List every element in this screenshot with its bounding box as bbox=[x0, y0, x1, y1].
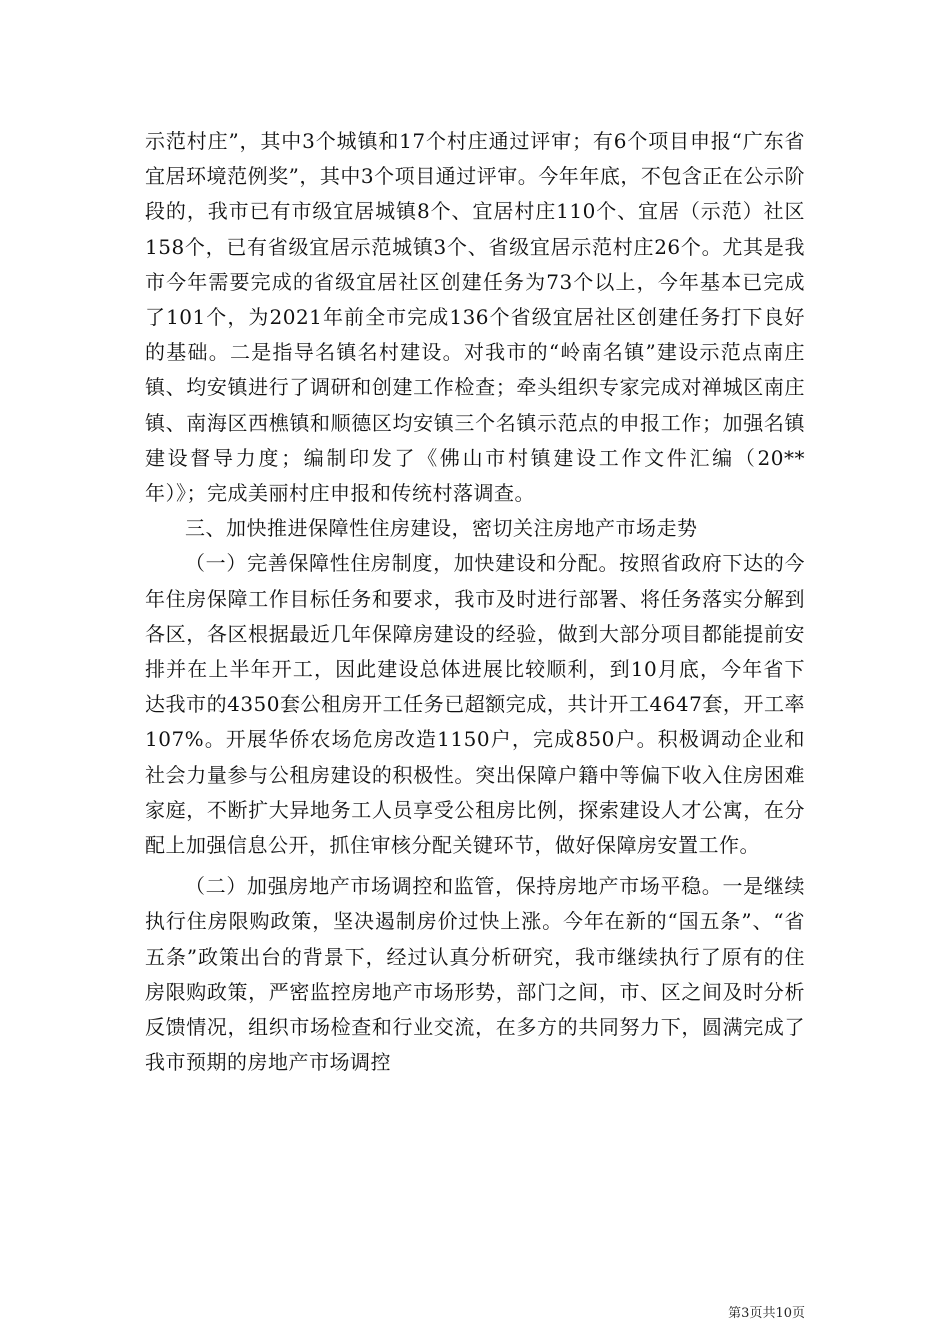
paragraph-market-regulation: （二）加强房地产市场调控和监管，保持房地产市场平稳。一是继续执行住房限购政策，坚决遏制房价过快上涨。今年在新的“国五条”、“省五条”政策出台的背景下，经过认真分析研究，我市继续执行了原有的住房限购政策，严密监控房地产市场形势，部门之间，市、区之间及时分析反馈情况，组织市场检查和行业交流，在多方的共同努力下，圆满完成了我市预期的房地产市场调控 bbox=[145, 874, 805, 1075]
page-number: 第3页共10页 bbox=[728, 1306, 805, 1321]
paragraph-housing-system: （一）完善保障性住房制度，加快建设和分配。按照省政府下达的今年住房保障工作目标任务和要求，我市及时进行部署、将任务落实分解到各区，各区根据最近几年保障房建设的经验，做到大部分项目都能提前安排并在上半年开工，因此建设总体进展比较顺利，到10月底，今年省下达我市的4350套公租房开工任务已超额完成，共计开工4647套，开工率107%。开展华侨农场危房改造1150户，完成850户。积极调动企业和社会力量参与公租房建设的积极性。突出保障户籍中等偏下收入住房困难家庭，不断扩大异地务工人员享受公租房比例，探索建设人才公寓，在分配上加强信息公开，抓住审核分配关键环节，做好保障房安置工作。 bbox=[145, 551, 805, 858]
section-heading: 三、加快推进保障性住房建设，密切关注房地产市场走势 bbox=[185, 516, 698, 541]
paragraph-continuation: 示范村庄”，其中3个城镇和17个村庄通过评审；有6个项目申报“广东省宜居环境范例奖”，其中3个项目通过评审。今年年底，不包含正在公示阶段的，我市已有市级宜居城镇8个、宜居村庄110个、宜居（示范）社区158个，已有省级宜居示范城镇3个、省级宜居示范村庄26个。尤其是我市今年需要完成的省级宜居社区创建任务为73个以上，今年基本已完成了101个，为2021年前全市完成136个省级宜居社区创建任务打下良好的基础。二是指导名镇名村建设。对我市的“岭南名镇”建设示范点南庄镇、均安镇进行了调研和创建工作检查；牵头组织专家完成对禅城区南庄镇、南海区西樵镇和顺德区均安镇三个名镇示范点的申报工作；加强名镇建设督导力度；编制印发了《佛山市村镇建设工作文件汇编（20**年）》；完成美丽村庄申报和传统村落调查。 bbox=[145, 129, 805, 506]
document-body bbox=[145, 124, 805, 1080]
